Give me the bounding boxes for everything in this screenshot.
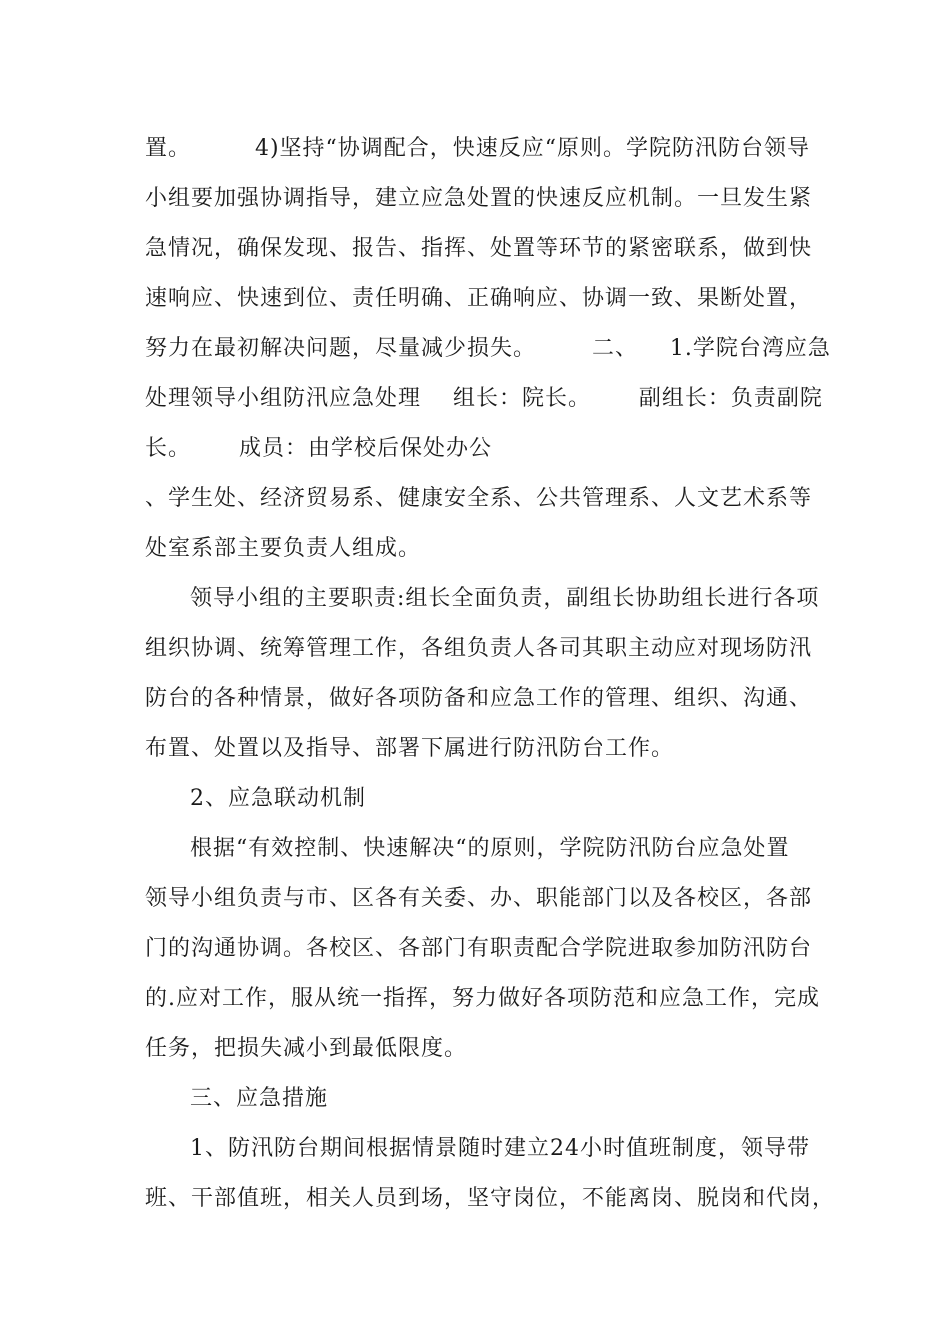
section-heading: 2、应急联动机制	[190, 786, 366, 811]
text-line: 努力在最初解决问题，尽量减少损失。 二、 1.学院台湾应急	[145, 336, 831, 361]
paragraph-first-line: 根据“有效控制、快速解决“的原则，学院防汛防台应急处置	[190, 836, 790, 861]
text-line: 的.应对工作，服从统一指挥，努力做好各项防范和应急工作，完成	[145, 986, 820, 1011]
paragraph-first-line: 1、防汛防台期间根据情景随时建立24小时值班制度，领导带	[190, 1136, 810, 1161]
text-line: 长。 成员：由学校后保处办公	[145, 436, 492, 461]
text-line: 组织协调、统筹管理工作，各组负责人各司其职主动应对现场防汛	[145, 636, 813, 661]
text-line: 置。 4)坚持“协调配合，快速反应“原则。学院防汛防台领导	[145, 136, 811, 161]
text-line: 急情况，确保发现、报告、指挥、处置等环节的紧密联系，做到快	[145, 236, 813, 261]
text-line: 布置、处置以及指导、部署下属进行防汛防台工作。	[145, 736, 675, 761]
text-line: 速响应、快速到位、责任明确、正确响应、协调一致、果断处置，	[145, 286, 813, 311]
text-line: 防台的各种情景，做好各项防备和应急工作的管理、组织、沟通、	[145, 686, 813, 711]
text-line: 班、干部值班，相关人员到场，坚守岗位，不能离岗、脱岗和代岗，	[145, 1186, 836, 1211]
text-line: 处室系部主要负责人组成。	[145, 536, 422, 561]
text-line: 处理领导小组防汛应急处理 组长：院长。 副组长：负责副院	[145, 386, 823, 411]
text-line: 门的沟通协调。各校区、各部门有职责配合学院进取参加防汛防台	[145, 936, 813, 961]
text-line: 任务，把损失减小到最低限度。	[145, 1036, 468, 1061]
section-heading: 三、应急措施	[190, 1086, 329, 1111]
paragraph-first-line: 领导小组的主要职责:组长全面负责，副组长协助组长进行各项	[190, 586, 820, 611]
text-line: 、学生处、经济贸易系、健康安全系、公共管理系、人文艺术系等	[145, 486, 813, 511]
text-line: 领导小组负责与市、区各有关委、办、职能部门以及各校区，各部	[145, 886, 813, 911]
text-line: 小组要加强协调指导，建立应急处置的快速反应机制。一旦发生紧	[145, 186, 813, 211]
